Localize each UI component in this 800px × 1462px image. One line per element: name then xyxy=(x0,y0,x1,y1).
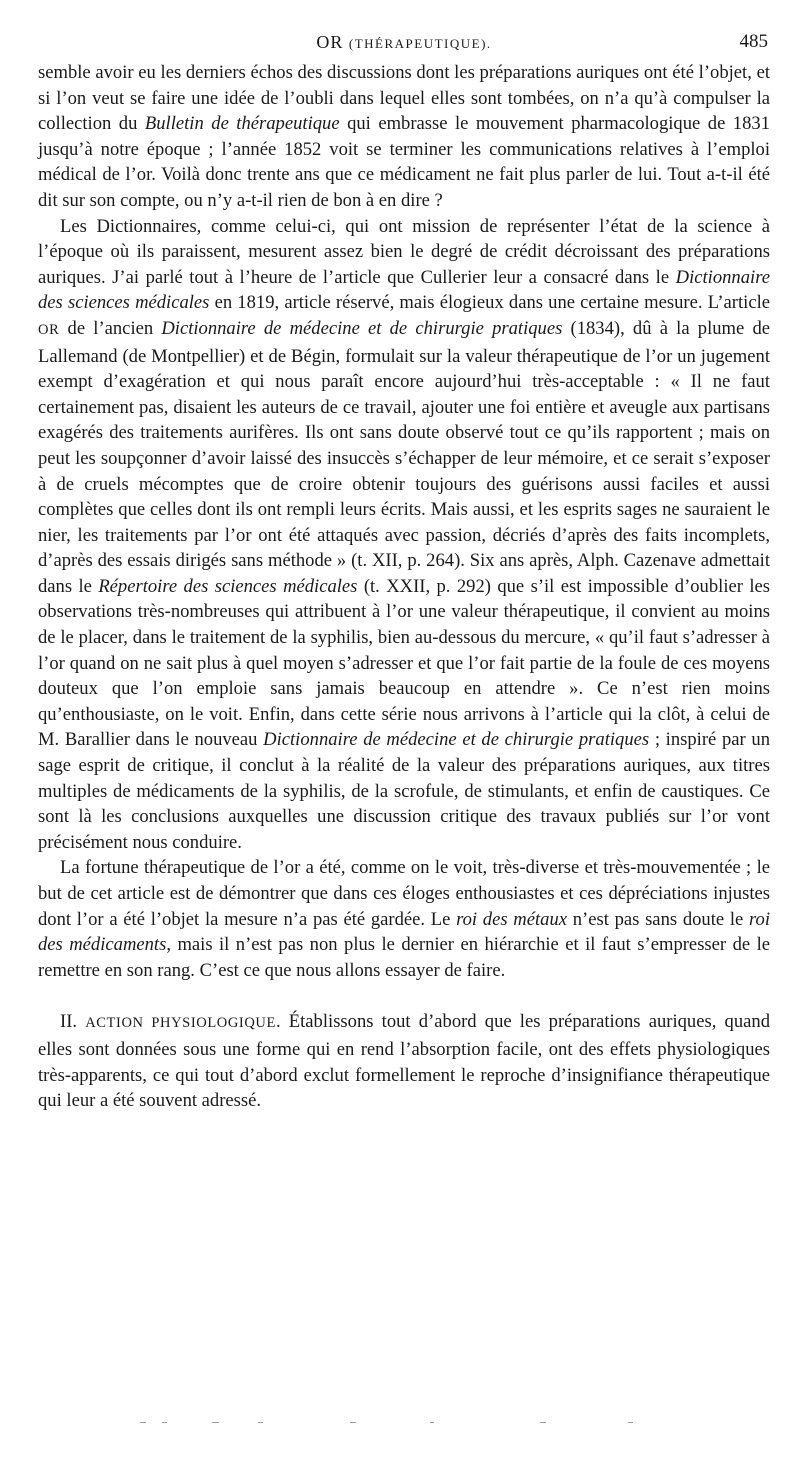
text-run: , mais il n’est pas non plus le dernier en hiérarchie et il faut s’empresser de le remettre en son rang. C’est ce que nous allons essayer de faire. xyxy=(38,934,770,981)
italic-title: roi des médicaments xyxy=(38,908,770,956)
text-run: . Établissons tout d’abord que les préparations auriques, quand elles sont données sous une forme qui en rend l’absorption facile, ont des effets physiologiques très-apparents, ce qui tout d’abord exclut formellement le reproche d’insignifiance thérapeutique qui leur a été souvent adressé. xyxy=(38,1011,770,1112)
text-run: en 1819, article réservé, mais élogieux dans une certaine mesure. L’article xyxy=(209,292,770,314)
small-caps-text: ACTION PHYSIOLOGIQUE xyxy=(85,1015,276,1032)
text-run: qui embrasse le mouvement pharmacologique de 1831 jusqu’à notre époque ; l’année 1852 voit se terminer les communications relatives à l’emploi médical de l’or. Voilà donc trente ans que ce médicament ne fait plus parler de lui. Tout a-t-il été dit sur son compte, ou n’y a-t-il rien de bon à en dire ? xyxy=(38,113,770,211)
running-title-subtitle: (THÉRAPEUTIQUE). xyxy=(348,36,492,51)
italic-title: Répertoire des sciences médicales xyxy=(98,575,358,597)
text-run: n’est pas sans doute le xyxy=(567,908,749,930)
text-run: II. xyxy=(60,1011,86,1033)
small-caps-text: OR xyxy=(38,321,60,338)
running-header xyxy=(38,24,770,60)
text-run: La fortune thérapeutique de l’or a été, comme on le voit, très-diverse et très-mouvementée ; le but de cet article est de démontrer que dans ces éloges enthousiastes et ces dépréciations injustes dont l’or a été l’objet la mesure n’a pas été gardée. Le xyxy=(38,857,770,930)
text-run: (1834), dû à la plume de Lallemand (de Montpellier) et de Bégin, formulait sur la valeur thérapeutique de l’or un jugement exempt d’exagération et qui nous paraît encore aujourd’hui très-acceptable : « Il ne faut certainement pas, disaient les auteurs de ce travail, ajouter une foi entière et aveugle aux partisans exagérés des traitements aurifères. Ils ont sans doute observé tout ce qu’ils rapportent ; mais on peut les soupçonner d’avoir laissé des insuccès s’échapper de leur mémoire, et ce serait s’exposer à de cruels mécomptes que de croire obtenir toujours des guérisons aussi faciles et aussi complètes que celles dont ils ont rempli leurs écrits. Mais aussi, et les esprits sages ne sauraient le nier, les traitements par l’or ont été attaqués avec passion, décriés d’après des faits incomplets, d’après des essais dirigés sans méthode » (t. XII, p. 264). Six ans après, Alph. Cazenave admettait dans le xyxy=(38,317,770,597)
section-gap xyxy=(38,983,770,1009)
italic-title: roi des métaux xyxy=(456,908,567,930)
paragraph-continuation xyxy=(38,60,770,214)
paragraph-action-physiologique xyxy=(38,1009,770,1113)
body-text xyxy=(38,60,770,1114)
paragraph-dictionnaires xyxy=(38,214,770,856)
text-run: de l’ancien xyxy=(59,317,162,339)
text-run: Les Dictionnaires, comme celui-ci, qui ont mission de représenter l’état de la science à l’époque où ils paraissent, mesurent assez bien le degré de crédit décroissant des préparations auriques. J’ai parlé tout à l’heure de l’article que Cullerier leur a consacré dans le xyxy=(38,215,770,288)
footer-smudge-marks xyxy=(140,1418,660,1428)
paragraph-fortune-therapeutique xyxy=(38,855,770,983)
text-run: ; inspiré par un sage esprit de critique, il conclut à la réalité de la valeur des préparations auriques, aux titres multiples de médicaments de la syphilis, de la scrofule, de stimulants, et enfin de caustiques. Ce sont là les conclusions auxquelles une discussion critique des travaux publiés sur l’or vont précisément nous conduire. xyxy=(38,729,770,853)
italic-title: Dictionnaire des sciences médicales xyxy=(38,266,770,314)
page-number: 485 xyxy=(739,31,768,52)
italic-title: Dictionnaire de médecine et de chirurgie pratiques xyxy=(161,317,563,339)
italic-title: Dictionnaire de médecine et de chirurgie pratiques xyxy=(263,729,650,751)
text-run: (t. XXII, p. 292) que s’il est impossible d’oublier les observations très-nombreuses qui attribuent à l’or une valeur thérapeutique, il convient au moins de le placer, dans le traitement de la syphilis, bien au-dessous du mercure, « qu’il faut s’adresser à l’or quand on ne sait plus à quel moyen s’adresser et que l’or fait partie de la foule de ces moyens douteux que l’on emploie sans jamais beaucoup en attendre ». Ce n’est rien moins qu’enthousiaste, on le voit. Enfin, dans cette série nous arrivons à l’article qui la clôt, à celui de M. Barallier dans le nouveau xyxy=(38,575,770,751)
text-run: semble avoir eu les derniers échos des discussions dont les préparations auriques ont été l’objet, et si l’on veut se faire une idée de l’oubli dans lequel elles sont tombées, on n’a qu’à compulser la collection du xyxy=(38,62,770,135)
running-title-main: OR xyxy=(316,32,344,52)
italic-title: Bulletin de thérapeutique xyxy=(144,113,340,135)
running-title xyxy=(38,24,770,62)
